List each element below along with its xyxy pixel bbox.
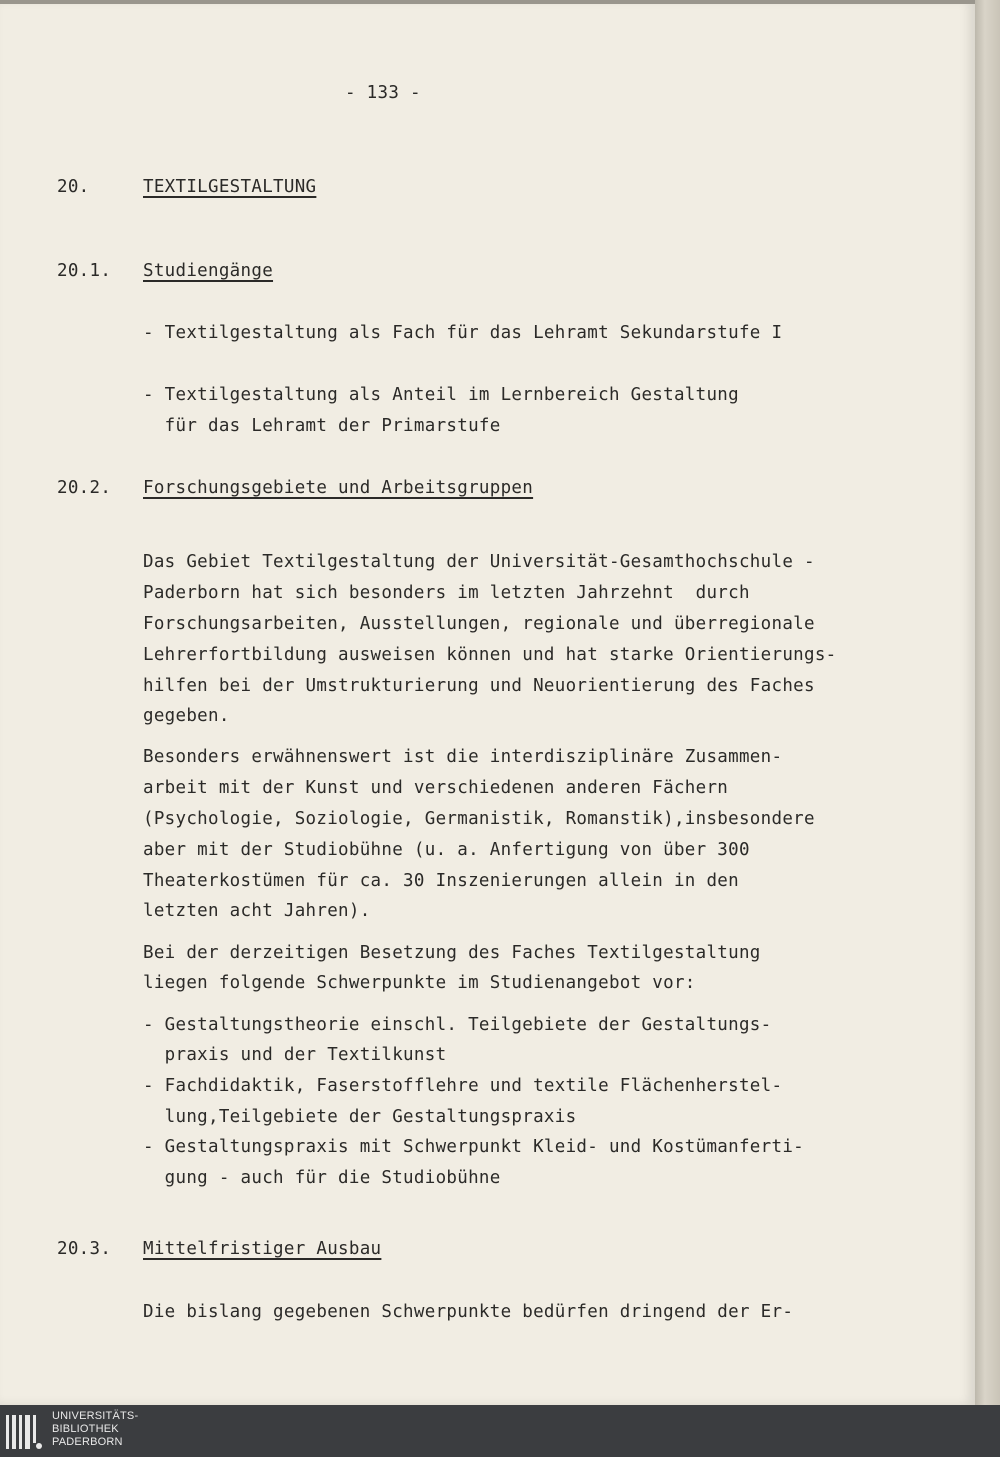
paragraph-line: letzten acht Jahren). [143,901,371,921]
page-number: - 133 - [345,83,421,103]
section-number: 20. [57,177,90,197]
subsection-3-title: Mittelfristiger Ausbau [143,1239,382,1259]
focus-list-item: - Gestaltungspraxis mit Schwerpunkt Kleid- und Kostümanferti- [143,1137,804,1157]
paragraph-line: Das Gebiet Textilgestaltung der Universität-Gesamthochschule - [143,552,815,572]
library-logo-text: UNIVERSITÄTS- BIBLIOTHEK PADERBORN [52,1410,139,1448]
paragraph-line: Theaterkostümen für ca. 30 Inszenierungen allein in den [143,871,739,891]
paragraph-line: arbeit mit der Kunst und verschiedenen anderen Fächern [143,778,729,798]
subsection-1-title: Studiengänge [143,261,274,281]
paragraph-line: gegeben. [143,706,230,726]
paragraph-line: Paderborn hat sich besonders im letzten Jahrzehnt durch [143,583,750,603]
paragraph-line: (Psychologie, Soziologie, Germanistik, Romanstik),insbesondere [143,809,815,829]
subsection-3-number: 20.3. [57,1239,112,1259]
subsection-2-number: 20.2. [57,478,112,498]
focus-list-item: lung,Teilgebiete der Gestaltungspraxis [143,1107,577,1127]
study-program-item: für das Lehramt der Primarstufe [143,416,501,436]
paragraph-line: aber mit der Studiobühne (u. a. Anfertigung von über 300 [143,840,750,860]
focus-list-item: gung - auch für die Studiobühne [143,1168,501,1188]
section-title: TEXTILGESTALTUNG [143,177,317,197]
paragraph-line: Besonders erwähnenswert ist die interdisziplinäre Zusammen- [143,747,783,767]
study-program-item: - Textilgestaltung als Fach für das Lehramt Sekundarstufe I [143,323,783,343]
focus-list-item: praxis und der Textilkunst [143,1045,447,1065]
paragraph-line: Bei der derzeitigen Besetzung des Faches Textilgestaltung [143,943,761,963]
page-top-edge [0,0,975,4]
library-logo-icon [6,1411,44,1451]
library-footer [0,1405,1000,1457]
subsection-2-title: Forschungsgebiete und Arbeitsgruppen [143,478,534,498]
subsection-1-number: 20.1. [57,261,112,281]
paragraph-line: hilfen bei der Umstrukturierung und Neuorientierung des Faches [143,676,815,696]
paragraph-line: Die bislang gegebenen Schwerpunkte bedürfen dringend der Er- [143,1302,794,1322]
page-edge [975,0,1000,1405]
paragraph-line: liegen folgende Schwerpunkte im Studienangebot vor: [143,973,696,993]
focus-list-item: - Gestaltungstheorie einschl. Teilgebiete der Gestaltungs- [143,1015,772,1035]
paragraph-line: Lehrerfortbildung ausweisen können und hat starke Orientierungs- [143,645,837,665]
paragraph-line: Forschungsarbeiten, Ausstellungen, regionale und überregionale [143,614,815,634]
study-program-item: - Textilgestaltung als Anteil im Lernbereich Gestaltung [143,385,739,405]
focus-list-item: - Fachdidaktik, Faserstofflehre und textile Flächenherstel- [143,1076,783,1096]
